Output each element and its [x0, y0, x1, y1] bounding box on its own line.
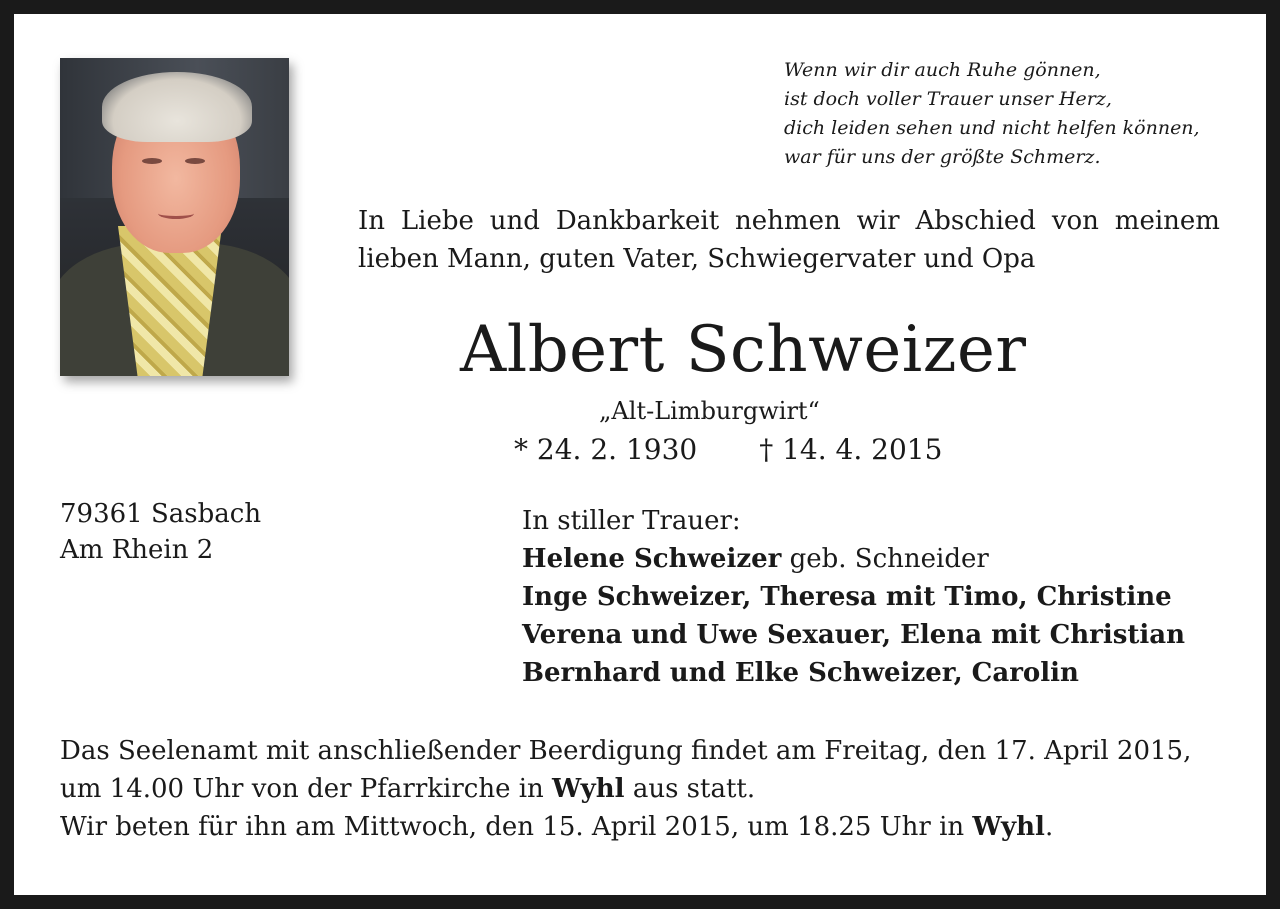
life-dates	[514, 430, 942, 470]
mourner-line	[522, 616, 1185, 654]
photo-eye-left	[142, 158, 162, 164]
intro-word: und	[489, 206, 540, 236]
mourners-block	[522, 502, 1185, 692]
photo-hair	[102, 72, 252, 142]
intro-word: Dankbarkeit	[555, 206, 720, 236]
poem-line: Wenn wir dir auch Ruhe gönnen,	[784, 59, 1101, 81]
family-address	[60, 496, 261, 568]
mourner-line-widow	[522, 540, 1185, 578]
portrait-photo	[60, 58, 289, 376]
address-street: Am Rhein 2	[60, 535, 214, 565]
prayer-place: Wyhl	[972, 812, 1045, 842]
mourners-heading: In stiller Trauer:	[522, 506, 741, 536]
service-line-2	[60, 770, 1240, 808]
mourner-line	[522, 578, 1185, 616]
funeral-service-info	[60, 732, 1240, 846]
poem-line: dich leiden sehen und nicht helfen können,	[784, 117, 1200, 139]
death-date: † 14. 4. 2015	[759, 433, 943, 466]
mourner-names: Bernhard und Elke Schweizer, Carolin	[522, 658, 1079, 688]
intro-word: In	[358, 206, 386, 236]
intro-text	[358, 202, 1238, 278]
mourner-names: Verena und Uwe Sexauer, Elena mit Christian	[522, 620, 1186, 650]
poem-line: ist doch voller Trauer unser Herz,	[784, 88, 1112, 110]
service-line-3	[60, 808, 1240, 846]
deceased-name: Albert Schweizer	[460, 313, 1027, 387]
intro-line-1	[358, 202, 1220, 240]
obituary-card	[14, 14, 1266, 895]
intro-word: wir	[856, 206, 900, 236]
birth-date: * 24. 2. 1930	[514, 433, 698, 466]
service-line-2-text: um 14.00 Uhr von der Pfarrkirche in	[60, 774, 553, 804]
intro-word: Abschied	[915, 206, 1036, 236]
intro-word: meinem	[1114, 206, 1220, 236]
intro-word: Liebe	[400, 206, 474, 236]
service-line-3-text: Wir beten für ihn am Mittwoch, den 15. April 2015, um 18.25 Uhr in	[60, 812, 973, 842]
deceased-nickname: „Alt-Limburgwirt“	[599, 397, 820, 425]
photo-mouth	[158, 208, 194, 219]
address-city: 79361 Sasbach	[60, 499, 262, 529]
intro-word: von	[1051, 206, 1099, 236]
widow-name: Helene Schweizer	[522, 544, 782, 574]
service-line-3-end: .	[1044, 812, 1054, 842]
memorial-poem	[784, 56, 1244, 172]
widow-maiden-name: geb. Schneider	[781, 544, 989, 574]
service-line-2-end: aus statt.	[624, 774, 756, 804]
poem-line: war für uns der größte Schmerz.	[784, 146, 1101, 168]
mourner-line	[522, 654, 1185, 692]
intro-word: nehmen	[735, 206, 841, 236]
intro-line-2: lieben Mann, guten Vater, Schwiegervater und Opa	[358, 244, 1036, 274]
service-line-1: Das Seelenamt mit anschließender Beerdigung findet am Freitag, den 17. April 2015,	[60, 736, 1192, 766]
service-place: Wyhl	[552, 774, 625, 804]
mourner-names: Inge Schweizer, Theresa mit Timo, Christine	[522, 582, 1172, 612]
photo-eye-right	[185, 158, 205, 164]
